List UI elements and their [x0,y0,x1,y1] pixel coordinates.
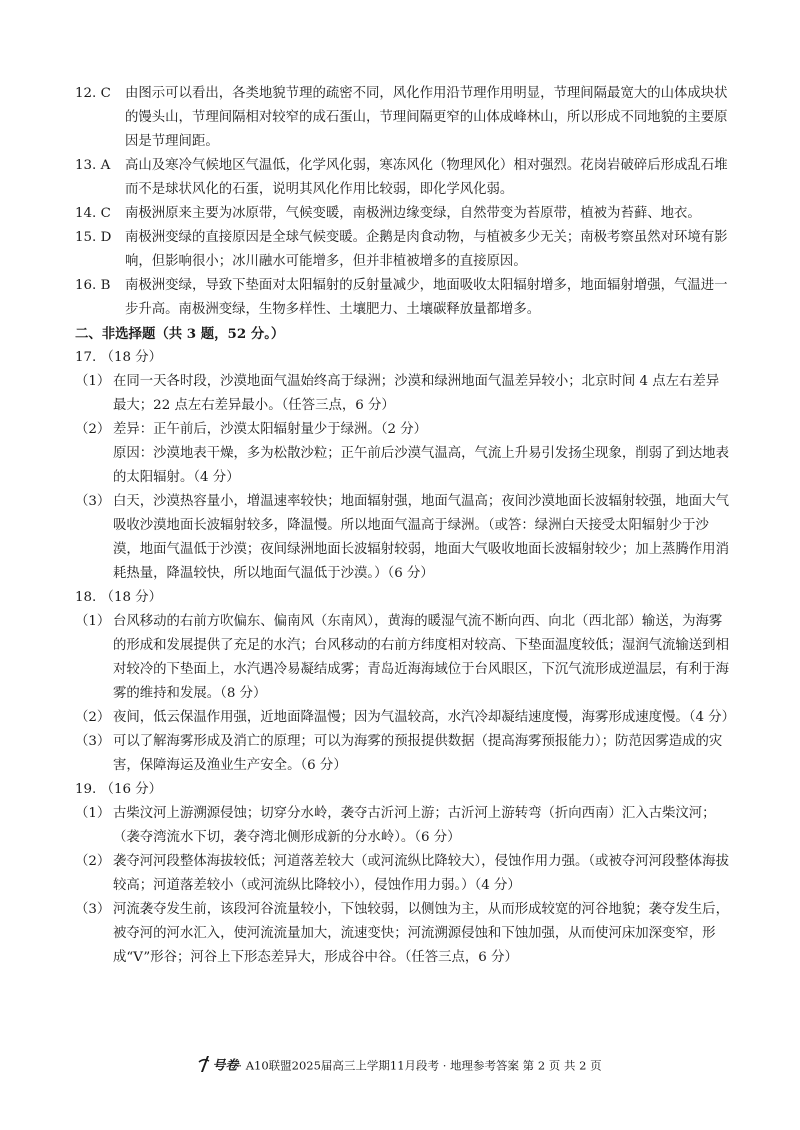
item-explanation: 南极洲原来主要为冰原带，气候变暖，南极洲边缘变绿，自然带变为苔原带，植被为苔藓、地衣。 [125,206,701,221]
multiple-choice-answers [75,82,730,322]
part-number: （2） [75,422,111,437]
item-answer: C [100,86,111,101]
part-number: （3） [75,902,111,917]
mc-item-12 [75,82,730,154]
mc-item-13 [75,154,730,202]
part-text: 袭夺河河段整体海拔较低；河道落差较大（或河流纵比降较大），侵蚀作用力强。（或被夺河河段整体海拔较高；河道落差较小（或河流纵比降较小），侵蚀作用力弱。）（4 分） [113,854,729,893]
section-title: 二、非选择题（共 3 题，52 分。） [75,326,285,342]
part-text: 原因：沙漠地表干燥，多为松散沙粒；正午前后沙漠气温高，气流上升易引发扬尘现象，削弱了到达地表的太阳辐射。（4 分） [113,446,729,485]
item-explanation: 南极洲变绿，导致下垫面对太阳辐射的反射量减少，地面吸收太阳辐射增多，地面辐射增强，气温进一步升高。南极洲变绿，生物多样性、土壤肥力、土壤碳释放量都增多。 [125,278,728,317]
question-19-header: 19. （16 分） [75,782,163,797]
question-18-header: 18. （18 分） [75,590,163,605]
item-number: 14. [75,206,97,221]
answer-content [75,82,736,970]
part-text: 可以了解海雾形成及消亡的原理；可以为海雾的预报提供数据（提高海雾预报能力）；防范因雾造成的灾害，保障海运及渔业生产安全。（6 分） [113,734,723,773]
part-number: （3） [75,734,111,749]
brand-logo-text: 号卷 [212,1058,239,1074]
part-number: （3） [75,494,111,509]
part-number: （2） [75,710,111,725]
item-answer: C [100,206,111,221]
q17-part-1 [75,370,730,418]
item-explanation: 由图示可以看出，各类地貌节理的疏密不同，风化作用沿节理作用明显，节理间隔最宽大的山体成块状的馒头山，节理间隔相对较窄的成石蛋山，节理间隔更窄的山体成峰林山，所以形成不同地貌的主要原因是节理间距。 [125,86,728,149]
mc-item-15 [75,226,730,274]
part-number: （1） [75,374,111,389]
item-explanation: 南极洲变绿的直接原因是全球气候变暖。企鹅是肉食动物，与植被多少无关；南极考察虽然对环境有影响，但影响很小；冰川融水可能增多，但并非植被增多的直接原因。 [125,230,728,269]
q18-part-1 [75,610,730,706]
part-number: （1） [75,614,111,629]
q17-part-2 [75,418,730,490]
part-text: 差异：正午前后，沙漠太阳辐射量少于绿洲。（2 分） [113,422,428,437]
item-answer: B [100,278,111,293]
mc-item-14 [75,202,730,226]
part-text: 古柴汶河上游溯源侵蚀；切穿分水岭，袭夺古沂河上游；古沂河上游转弯（折向西南）汇入古柴汶河；（袭夺湾流水下切，袭夺湾北侧形成新的分水岭）。（6 分） [113,806,716,845]
part-text: 夜间，低云保温作用强，近地面降温慢；因为气温较高，水汽冷却凝结速度慢，海雾形成速度慢。（4 分） [113,710,736,725]
footer-text: · A10联盟2025届高三上学期11月段考 · 地理参考答案 第 2 页 共 2 页 [238,1058,602,1073]
question-17-header: 17. （18 分） [75,350,163,365]
item-explanation: 高山及寒冷气候地区气温低，化学风化弱，寒冻风化（物理风化）相对强烈。花岗岩破碎后形成乱石堆而不是球状风化的石蛋，说明其风化作用比较弱，即化学风化弱。 [125,158,728,197]
item-answer: D [100,230,112,245]
part-number: （1） [75,806,111,821]
item-answer: A [100,158,111,173]
mc-item-16 [75,274,730,322]
part-text: 白天，沙漠热容量小，增温速率较快；地面辐射强，地面气温高；夜间沙漠地面长波辐射较强，地面大气吸收沙漠地面长波辐射较多，降温慢。所以地面气温高于绿洲。（或答：绿洲白天接受太阳辐射少于沙漠，地面气温低于沙漠；夜间绿洲地面长波辐射较弱，地面大气吸收地面长波辐射较少；加上蒸腾作用消耗热量，降温较快，所以地面气温低于沙漠。）（6 分） [113,494,729,581]
q19-part-3 [75,898,730,970]
q18-part-2 [75,706,736,730]
brand-logo-icon [198,1056,210,1077]
page-footer [0,1056,800,1077]
item-number: 13. [75,158,97,173]
item-number: 15. [75,230,97,245]
part-text: 台风移动的右前方吹偏东、偏南风（东南风），黄海的暖湿气流不断向西、向北（西北部）输送，为海雾的形成和发展提供了充足的水汽；台风移动的右前方纬度相对较高、下垫面温度较低；湿润气流输送到相对较冷的下垫面上，水汽遇冷易凝结成雾；青岛近海海域位于台风眼区，下沉气流形成逆温层，有利于海雾的维持和发展。（8 分） [113,614,729,701]
item-number: 16. [75,278,97,293]
q17-part-3 [75,490,730,586]
item-number: 12. [75,86,97,101]
q19-part-2 [75,850,730,898]
part-text: 在同一天各时段，沙漠地面气温始终高于绿洲；沙漠和绿洲地面气温差异较小；北京时间 4 点左右差异最大；22 点左右差异最小。（任答三点，6 分） [113,374,720,413]
part-text: 河流袭夺发生前，该段河谷流量较小，下蚀较弱，以侧蚀为主，从而形成较宽的河谷地貌；袭夺发生后，被夺河的河水汇入，使河流流量加大，流速变快；河流溯源侵蚀和下蚀加强，从而使河床加深变窄，形成“V”形谷；河谷上下形态差异大，形成谷中谷。（任答三点，6 分） [113,902,729,965]
q18-part-3 [75,730,730,778]
part-number: （2） [75,854,111,869]
q19-part-1 [75,802,730,850]
